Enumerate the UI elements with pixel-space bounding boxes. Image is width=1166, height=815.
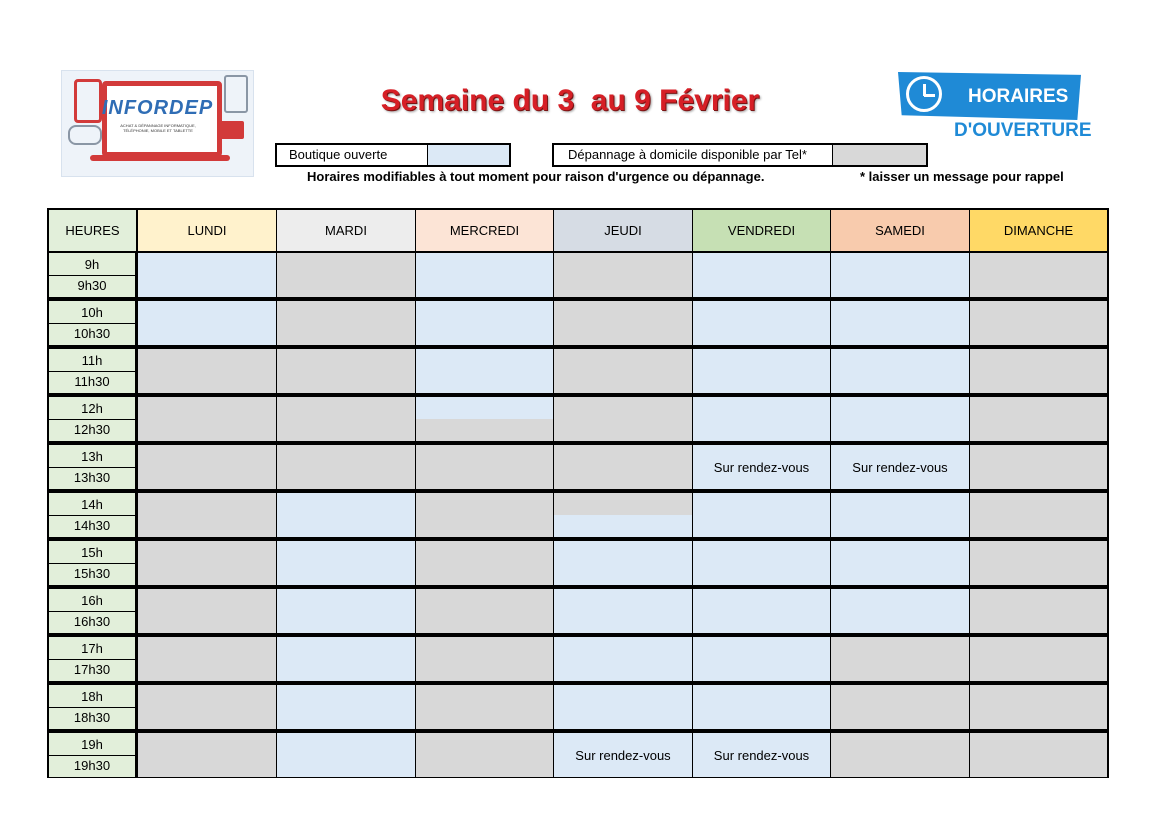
time-cell [49, 733, 137, 777]
schedule-slot-mardi [277, 733, 416, 777]
schedule-slot-dimanche [970, 637, 1107, 681]
schedule-slot-lundi [138, 253, 277, 297]
time-cell [49, 589, 137, 633]
schedule-slot-vendredi [693, 397, 831, 441]
time-label-half: 16h30 [73, 614, 111, 629]
schedule-slot-mercredi [416, 541, 554, 585]
time-label-hour: 13h [49, 446, 135, 468]
schedule-slot-mardi [277, 589, 416, 633]
schedule-slot-mercredi [416, 397, 554, 441]
logo-line1: HORAIRES [968, 86, 1069, 107]
time-label-hour: 17h [49, 638, 135, 660]
time-cell [49, 541, 137, 585]
time-cell [49, 349, 137, 393]
time-label-half: 18h30 [73, 710, 111, 725]
time-label-hour: 11h [49, 350, 135, 372]
schedule-slot-lundi [138, 733, 277, 777]
legend-depannage [552, 143, 928, 167]
schedule-slot-jeudi [554, 445, 693, 489]
schedule-slot-jeudi [554, 541, 693, 585]
schedule-slot-lundi [138, 589, 277, 633]
schedule-slot-samedi [831, 253, 970, 297]
time-label-hour: 10h [49, 302, 135, 324]
schedule-slot-samedi [831, 349, 970, 393]
modification-note: Horaires modifiables à tout moment pour raison d'urgence ou dépannage. [307, 169, 765, 184]
time-label-hour: 18h [49, 686, 135, 708]
time-label-half: 12h30 [73, 422, 111, 437]
schedule-table [47, 208, 1109, 778]
schedule-slot-mercredi [416, 445, 554, 489]
schedule-slot-dimanche [970, 349, 1107, 393]
schedule-slot-vendredi [693, 493, 831, 537]
schedule-slot-samedi [831, 397, 970, 441]
schedule-slot-dimanche [970, 301, 1107, 345]
schedule-slot-jeudi [554, 733, 693, 777]
schedule-slot-dimanche [970, 541, 1107, 585]
schedule-slot-mercredi [416, 301, 554, 345]
legend-boutique-swatch [427, 145, 509, 165]
infordep-logo [61, 70, 254, 177]
schedule-slot-lundi [138, 397, 277, 441]
time-label-hour: 14h [49, 494, 135, 516]
laptop-base [90, 155, 230, 161]
schedule-slot-mercredi [416, 637, 554, 681]
time-label-half: 15h30 [73, 566, 111, 581]
day-header-vendredi: VENDREDI [693, 210, 831, 251]
schedule-slot-mercredi [416, 253, 554, 297]
slot-first-half [416, 397, 553, 419]
schedule-slot-mercredi [416, 685, 554, 729]
time-label-half: 11h30 [74, 374, 110, 389]
logo-line2: D'OUVERTURE [954, 120, 1092, 141]
schedule-slot-samedi [831, 301, 970, 345]
time-cell [49, 397, 137, 441]
schedule-slot-dimanche [970, 253, 1107, 297]
page-title: Semaine du 3 au 9 Février [380, 84, 760, 117]
legend-depannage-label: Dépannage à domicile disponible par Tel* [568, 147, 807, 162]
time-cell [49, 637, 137, 681]
slot-first-half [554, 493, 692, 515]
schedule-slot-samedi [831, 637, 970, 681]
schedule-slot-mercredi [416, 589, 554, 633]
schedule-slot-lundi [138, 349, 277, 393]
day-header-mardi: MARDI [277, 210, 416, 251]
legend-boutique [275, 143, 511, 167]
schedule-slot-mardi [277, 493, 416, 537]
schedule-slot-mardi [277, 397, 416, 441]
clock-icon [906, 76, 942, 112]
schedule-slot-samedi [831, 685, 970, 729]
schedule-slot-lundi [138, 685, 277, 729]
schedule-slot-dimanche [970, 733, 1107, 777]
day-header-jeudi: JEUDI [554, 210, 693, 251]
schedule-slot-vendredi [693, 541, 831, 585]
schedule-slot-mardi [277, 349, 416, 393]
schedule-slot-mardi [277, 541, 416, 585]
schedule-slot-samedi [831, 445, 970, 489]
time-label-hour: 12h [49, 398, 135, 420]
logo-brand: INFORDEP [101, 97, 214, 119]
time-label-hour: 19h [49, 734, 135, 756]
schedule-slot-jeudi [554, 253, 693, 297]
printer-icon [220, 121, 244, 139]
day-header-dimanche: DIMANCHE [970, 210, 1107, 251]
schedule-slot-vendredi [693, 685, 831, 729]
schedule-slot-mardi [277, 301, 416, 345]
slot-second-half [554, 515, 692, 537]
schedule-slot-jeudi [554, 493, 693, 537]
schedule-slot-vendredi [693, 589, 831, 633]
schedule-slot-vendredi [693, 637, 831, 681]
schedule-slot-jeudi [554, 637, 693, 681]
time-label-half: 10h30 [73, 326, 111, 341]
opening-hours-logo [898, 70, 1092, 150]
day-header-lundi: LUNDI [138, 210, 277, 251]
time-label-half: 14h30 [73, 518, 111, 533]
time-cell [49, 685, 137, 729]
schedule-slot-mercredi [416, 733, 554, 777]
appointment-note: Sur rendez-vous [575, 747, 671, 763]
schedule-slot-dimanche [970, 397, 1107, 441]
time-cell [49, 445, 137, 489]
day-header-samedi: SAMEDI [831, 210, 970, 251]
time-cell [49, 253, 137, 297]
schedule-slot-mercredi [416, 493, 554, 537]
schedule-slot-jeudi [554, 685, 693, 729]
time-cell [49, 493, 137, 537]
schedule-slot-vendredi [693, 253, 831, 297]
time-label-half: 19h30 [73, 758, 111, 773]
schedule-slot-dimanche [970, 445, 1107, 489]
schedule-slot-lundi [138, 541, 277, 585]
schedule-slot-dimanche [970, 589, 1107, 633]
time-label-hour: 9h [49, 254, 135, 276]
hours-column-header: HEURES [49, 210, 138, 251]
schedule-slot-jeudi [554, 349, 693, 393]
time-label-hour: 16h [49, 590, 135, 612]
schedule-slot-samedi [831, 541, 970, 585]
schedule-slot-jeudi [554, 589, 693, 633]
legend-boutique-label: Boutique ouverte [289, 147, 388, 162]
schedule-slot-lundi [138, 301, 277, 345]
schedule-slot-mardi [277, 685, 416, 729]
schedule-slot-vendredi [693, 445, 831, 489]
schedule-slot-samedi [831, 493, 970, 537]
schedule-slot-samedi [831, 589, 970, 633]
schedule-slot-dimanche [970, 685, 1107, 729]
schedule-slot-jeudi [554, 397, 693, 441]
schedule-slot-lundi [138, 493, 277, 537]
schedule-slot-samedi [831, 733, 970, 777]
schedule-slot-mardi [277, 253, 416, 297]
schedule-slot-lundi [138, 637, 277, 681]
schedule-slot-jeudi [554, 301, 693, 345]
time-label-half: 13h30 [73, 470, 111, 485]
day-header-mercredi: MERCREDI [416, 210, 554, 251]
appointment-note: Sur rendez-vous [852, 459, 948, 475]
callback-footnote: * laisser un message pour rappel [860, 169, 1064, 184]
gamepad-icon [68, 125, 102, 145]
time-label-half: 17h30 [73, 662, 111, 677]
slot-second-half [416, 419, 553, 441]
schedule-slot-dimanche [970, 493, 1107, 537]
schedule-slot-mardi [277, 637, 416, 681]
appointment-note: Sur rendez-vous [713, 747, 810, 763]
logo-tagline: ACHAT & DÉPANNAGE INFORMATIQUE, TÉLÉPHONIE, MOBILE ET TABLETTE [120, 123, 196, 133]
time-cell [49, 301, 137, 345]
time-label-hour: 15h [49, 542, 135, 564]
schedule-slot-mercredi [416, 349, 554, 393]
time-label-half: 9h30 [77, 278, 107, 293]
schedule-slot-vendredi [693, 301, 831, 345]
schedule-slot-lundi [138, 445, 277, 489]
schedule-slot-mardi [277, 445, 416, 489]
schedule-slot-vendredi [693, 733, 831, 777]
schedule-slot-vendredi [693, 349, 831, 393]
appointment-note: Sur rendez-vous [713, 459, 810, 475]
